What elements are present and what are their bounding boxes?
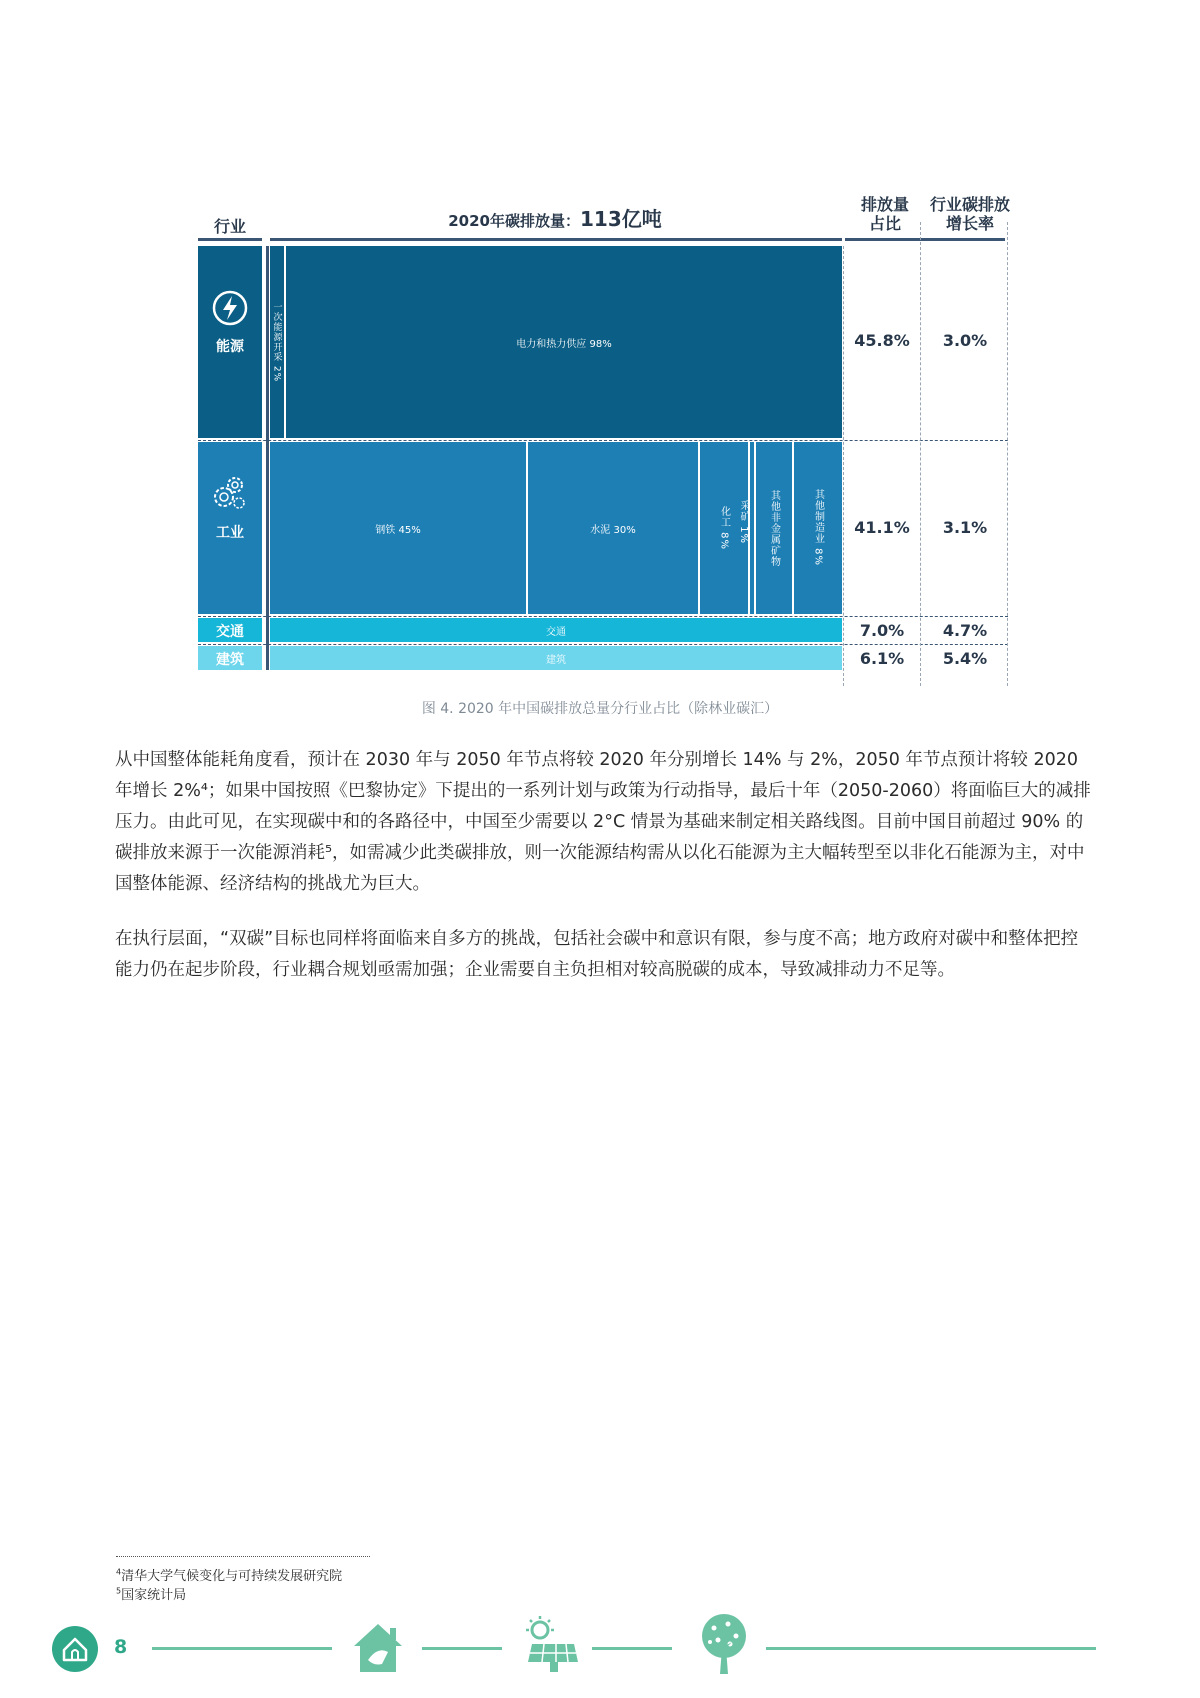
block-cement [528, 442, 698, 614]
sector-name-energy: 能源 [216, 339, 244, 355]
block-mining-label: 采矿 1% [738, 500, 749, 545]
block-steel [270, 442, 526, 614]
column-divider-share [843, 246, 844, 686]
sector-label-transport [198, 618, 262, 642]
body-paragraph-1: 从中国整体能耗角度看，预计在 2030 年与 2050 年节点将较 2020 年分别增长 14% 与 2%，2050 年节点预计将较 2020 年增长 2%⁴；如果中国按照《巴黎协定》下提出的一系列计划与政策为行动指导，最后十年（2050-2060）将面临巨大的减排压力。由此可见，在实现碳中和的各路径中，中国至少需要以 2°C 情景为基础来制定相关路线图。目前中国目前超过 90% 的碳排放来源于一次能源消耗⁵，如需减少此类碳排放，则一次能源结构需从以化石能源为主大幅转型至以非化石能源为主，对中国整体能源、经济结构的挑战尤为巨大。 [115, 750, 1091, 894]
footnote-4-num: 4 [116, 1567, 122, 1577]
treemap-divider [266, 246, 269, 670]
header-industry: 行业 [213, 217, 246, 236]
header-share [845, 195, 925, 233]
block-mining-label-wrap [736, 500, 756, 548]
block-building-label: 建筑 [546, 654, 566, 666]
lightning-icon [210, 288, 250, 328]
growth-industry: 3.1% [942, 518, 988, 537]
separator-transport-building [198, 644, 1008, 645]
growth-transport: 4.7% [942, 621, 988, 640]
share-energy: 45.8% [854, 331, 910, 350]
footnote-5-text: 国家统计局 [121, 1588, 187, 1603]
header-emission-total: 113亿吨 [580, 207, 662, 231]
growth-energy: 3.0% [942, 331, 988, 350]
footnote-5 [116, 1584, 186, 1603]
sector-name-building: 建筑 [216, 652, 244, 668]
sector-label-building [198, 646, 262, 670]
footer-line-3 [592, 1647, 672, 1650]
block-other-manufacturing-label: 其他制造业 8% [812, 489, 824, 567]
block-building [270, 646, 842, 670]
header-share-line2: 占比 [868, 214, 901, 233]
block-transport-label: 交通 [546, 626, 566, 638]
sector-label-industry [198, 442, 262, 614]
block-power-heat-label: 电力和热力供应 98% [516, 338, 612, 350]
block-cement-label: 水泥 30% [590, 524, 636, 536]
sector-label-energy [198, 246, 262, 438]
footer-line-1 [152, 1647, 332, 1650]
footnote-rule [116, 1556, 370, 1557]
gears-icon [210, 472, 250, 512]
header-growth [920, 195, 1020, 233]
column-divider-right [1007, 222, 1008, 686]
header-rule-emission [270, 238, 842, 241]
column-divider-growth [920, 222, 921, 686]
separator-industry-transport [198, 616, 1008, 617]
separator-energy-industry [198, 440, 1008, 441]
block-other-nonmetal [756, 442, 792, 614]
body-paragraph-2: 在执行层面，“双碳”目标也同样将面临来自多方的挑战，包括社会碳中和意识有限，参与度不高；地方政府对碳中和整体把控能力仍在起步阶段，行业耦合规划亟需加强；企业需要自主负担相对较高脱碳的成本，导致减排动力不足等。 [115, 929, 1079, 980]
block-steel-label: 钢铁 45% [375, 524, 421, 536]
share-transport: 7.0% [859, 621, 905, 640]
house-hand-icon [348, 1618, 408, 1678]
home-icon [52, 1626, 98, 1672]
share-industry: 41.1% [854, 518, 910, 537]
sector-name-industry: 工业 [216, 525, 244, 541]
footnote-5-num: 5 [116, 1586, 122, 1596]
block-primary-mining [270, 246, 284, 438]
footer-line-2 [422, 1647, 502, 1650]
block-other-manufacturing [794, 442, 842, 614]
header-rule-industry [198, 238, 262, 241]
footer-line-4 [766, 1647, 1096, 1650]
page-number: 8 [114, 1636, 128, 1658]
sector-name-transport: 交通 [216, 624, 244, 640]
header-rule-values [845, 238, 1005, 241]
header-growth-line2: 增长率 [945, 214, 994, 233]
block-power-heat [286, 246, 842, 438]
block-transport [270, 618, 842, 642]
footer-home-badge [52, 1626, 98, 1672]
block-primary-mining-label: 一次能源开采 2% [271, 301, 282, 383]
header-emission [270, 207, 840, 231]
block-other-nonmetal-label: 其他非金属矿物 [768, 489, 780, 567]
header-emission-title: 2020年碳排放量： [448, 212, 580, 230]
tree-icon [694, 1612, 754, 1678]
share-building: 6.1% [859, 649, 905, 668]
growth-building: 5.4% [942, 649, 988, 668]
block-chemical-label: 化工 8% [718, 505, 730, 551]
header-growth-line1: 行业碳排放 [929, 195, 1010, 214]
header-share-line1: 排放量 [860, 195, 909, 214]
footnote-4 [116, 1565, 342, 1584]
solar-panel-icon [518, 1614, 582, 1676]
footnote-4-text: 清华大学气候变化与可持续发展研究院 [121, 1569, 343, 1584]
figure-caption: 图 4. 2020 年中国碳排放总量分行业占比（除林业碳汇） [421, 701, 779, 717]
